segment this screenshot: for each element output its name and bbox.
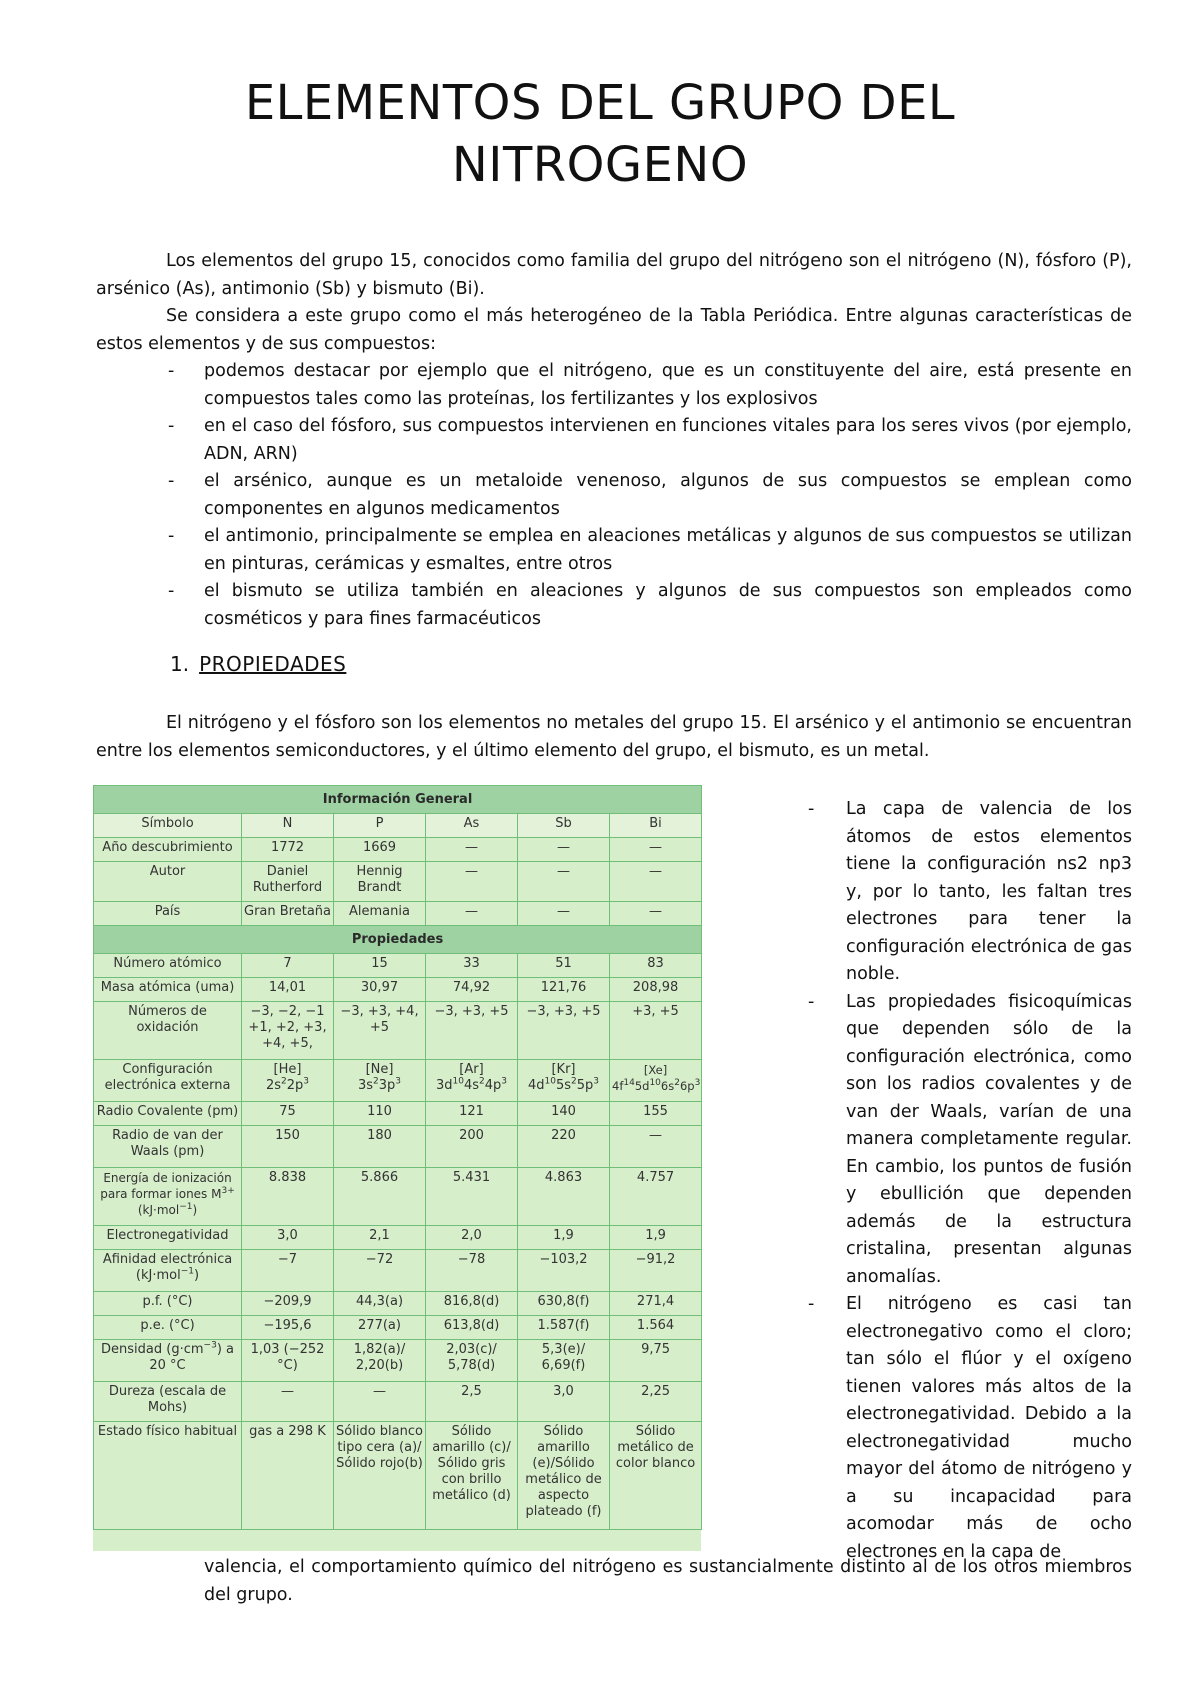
label-text: Energía de ionización para formar iones M (100, 1171, 232, 1201)
table-row (94, 1002, 702, 1060)
label-sup: 3+ (221, 1186, 235, 1196)
cell: Sólido amarillo (e)/Sólido metálico de aspecto plateado (f) (518, 1422, 610, 1530)
cell: 816,8(d) (426, 1292, 518, 1316)
config-sup: 3 (395, 1076, 402, 1087)
cell: Bi (610, 814, 702, 838)
cell: Electronegatividad (94, 1226, 242, 1250)
cell: — (610, 838, 702, 862)
cell: 121 (426, 1102, 518, 1126)
dash-marker: - (808, 799, 815, 819)
cell: Número atómico (94, 954, 242, 978)
config-orbital: 3p (378, 1078, 396, 1093)
cell: Radio Covalente (pm) (94, 1102, 242, 1126)
cell: 1,82(a)/ 2,20(b) (334, 1340, 426, 1382)
config-sup: 2 (281, 1076, 287, 1087)
cell: Sólido metálico de color blanco (610, 1422, 702, 1530)
section-paragraph: El nitrógeno y el fósforo son los elementos no metales del grupo 15. El arsénico y el antimonio se encuentran entre los elementos semiconductores, y el último elemento del grupo, el bismuto, es un metal. (96, 713, 1132, 761)
cell: 1,9 (518, 1226, 610, 1250)
table-row (94, 1102, 702, 1126)
cell: 277(a) (334, 1316, 426, 1340)
table-row (94, 814, 702, 838)
table-row (94, 1168, 702, 1226)
section-number: 1. (170, 652, 190, 676)
dash-marker: - (168, 416, 175, 436)
cell: País (94, 902, 242, 926)
cell: 1,03 (−252 °C) (242, 1340, 334, 1382)
table-row (94, 1340, 702, 1382)
cell: Dureza (escala de Mohs) (94, 1382, 242, 1422)
cell: 1669 (334, 838, 426, 862)
cell (94, 1168, 242, 1226)
cell: Daniel Rutherford (242, 862, 334, 902)
list-item (96, 413, 1132, 468)
config-orbital: 5d (634, 1079, 650, 1093)
dash-marker: - (168, 471, 175, 491)
cell: −3, +3, +4, +5 (334, 1002, 426, 1060)
cell: 74,92 (426, 978, 518, 1002)
list-item-text: el bismuto se utiliza también en aleaciones y algunos de sus compuestos son empleados como cosméticos y para fines farmacéuticos (204, 581, 1132, 629)
list-item-text: La capa de valencia de los átomos de estos elementos tiene la configuración ns2 np3 y, por lo tanto, les faltan tres electrones para tener la configuración electrónica de gas noble. (846, 799, 1132, 984)
cell: — (610, 1126, 702, 1168)
cell (94, 1250, 242, 1292)
table-row (94, 902, 702, 926)
cell: Masa atómica (uma) (94, 978, 242, 1002)
config-core: [Xe] (643, 1063, 668, 1077)
section-title: PROPIEDADES (199, 652, 347, 676)
cell (426, 1060, 518, 1102)
document-title (0, 72, 1200, 196)
dash-marker: - (808, 991, 815, 1012)
cell: p.e. (°C) (94, 1316, 242, 1340)
characteristics-list (96, 358, 1132, 633)
cell: 1,9 (610, 1226, 702, 1250)
cell: gas a 298 K (242, 1422, 334, 1530)
title-line-2: NITROGENO (451, 137, 749, 193)
cell: 2,03(c)/ 5,78(d) (426, 1340, 518, 1382)
cell: Configuración electrónica externa (94, 1060, 242, 1102)
cell: −195,6 (242, 1316, 334, 1340)
label-sup: −1 (179, 1202, 193, 1212)
table-row (94, 838, 702, 862)
cell: 5.866 (334, 1168, 426, 1226)
cell: 121,76 (518, 978, 610, 1002)
cell: 155 (610, 1102, 702, 1126)
config-sup: 2 (674, 1078, 680, 1089)
cell: −72 (334, 1250, 426, 1292)
label-text: ) (192, 1203, 198, 1217)
cell: Sólido amarillo (c)/ Sólido gris con brillo metálico (d) (426, 1422, 518, 1530)
config-orbital: 3d (435, 1078, 453, 1093)
cell: 613,8(d) (426, 1316, 518, 1340)
config-orbital: 2s (265, 1078, 282, 1093)
cell: −209,9 (242, 1292, 334, 1316)
cell: — (426, 862, 518, 902)
label-text: (kJ·mol (137, 1203, 180, 1217)
list-item (96, 358, 1132, 413)
cell: 5.431 (426, 1168, 518, 1226)
config-orbital: 3s (357, 1078, 374, 1093)
cell: 110 (334, 1102, 426, 1126)
cell: 44,3(a) (334, 1292, 426, 1316)
cell: p.f. (°C) (94, 1292, 242, 1316)
config-sup: 2 (479, 1076, 485, 1087)
list-item-text: podemos destacar por ejemplo que el nitrógeno, que es un constituyente del aire, está presente en compuestos tales como las proteínas, los fertilizantes y los explosivos (204, 361, 1132, 409)
cell: 630,8(f) (518, 1292, 610, 1316)
properties-table-image (93, 785, 701, 1551)
cell: Gran Bretaña (242, 902, 334, 926)
cell: Radio de van der Waals (pm) (94, 1126, 242, 1168)
cell: 2,25 (610, 1382, 702, 1422)
cell: — (426, 902, 518, 926)
cell: 7 (242, 954, 334, 978)
list-item-text: Las propiedades fisicoquímicas que dependen sólo de la configuración electrónica, como son los radios covalentes y de van der Waals, varían de una manera completamente regular. En cambio, los puntos de fusión y ebullición que dependen además de la estructura cristalina, presentan algunas anomalías. (846, 991, 1132, 1287)
cell (94, 1340, 242, 1382)
cell: P (334, 814, 426, 838)
intro-paragraph-2: Se considera a este grupo como el más heterogéneo de la Tabla Periódica. Entre algunas características de estos elementos y de sus compuestos: (96, 306, 1132, 354)
config-core: [He] (273, 1062, 302, 1077)
cell: Hennig Brandt (334, 862, 426, 902)
cell: 9,75 (610, 1340, 702, 1382)
cell: +3, +5 (610, 1002, 702, 1060)
list-item (96, 468, 1132, 523)
cell: 2,5 (426, 1382, 518, 1422)
list-item (808, 1291, 1132, 1566)
section-heading (170, 650, 346, 678)
list-item-text: en el caso del fósforo, sus compuestos intervienen en funciones vitales para los seres vivos (por ejemplo, ADN, ARN) (204, 416, 1132, 464)
config-orbital: 4p (484, 1078, 502, 1093)
config-sup: 3 (694, 1078, 701, 1089)
config-sup: 3 (501, 1076, 508, 1087)
cell: 83 (610, 954, 702, 978)
cell: 200 (426, 1126, 518, 1168)
cell: 1772 (242, 838, 334, 862)
cell: N (242, 814, 334, 838)
cell: 208,98 (610, 978, 702, 1002)
cell: — (242, 1382, 334, 1422)
config-sup: 2 (571, 1076, 577, 1087)
title-line-1: ELEMENTOS DEL GRUPO DEL (244, 75, 956, 131)
cell: −78 (426, 1250, 518, 1292)
list-item-text: el arsénico, aunque es un metaloide venenoso, algunos de sus compuestos se emplean como componentes en algunos medicamentos (204, 471, 1132, 519)
config-orbital: 6p (679, 1079, 695, 1093)
cell: −103,2 (518, 1250, 610, 1292)
table-row (94, 1422, 702, 1530)
cell: 14,01 (242, 978, 334, 1002)
cell: — (610, 902, 702, 926)
config-orbital: 2p (286, 1078, 304, 1093)
cell: 3,0 (242, 1226, 334, 1250)
list-item (96, 523, 1132, 578)
dash-marker: - (808, 1294, 815, 1314)
table-row (94, 1382, 702, 1422)
config-orbital: 4d (527, 1078, 545, 1093)
label-text: ) (194, 1268, 200, 1283)
config-core: [Kr] (551, 1062, 576, 1077)
cell: — (610, 862, 702, 902)
cell: Sólido blanco tipo cera (a)/ Sólido rojo(b) (334, 1422, 426, 1530)
label-text: Densidad (g·cm (101, 1342, 204, 1357)
table-row (94, 862, 702, 902)
cell (518, 1060, 610, 1102)
config-sup: 10 (649, 1078, 661, 1089)
cell: −3, −2, −1 +1, +2, +3, +4, +5, (242, 1002, 334, 1060)
config-orbital: 6s (660, 1079, 675, 1093)
cell: −91,2 (610, 1250, 702, 1292)
cell: −3, +3, +5 (518, 1002, 610, 1060)
cell: 2,1 (334, 1226, 426, 1250)
cell: 5,3(e)/ 6,69(f) (518, 1340, 610, 1382)
cell: −7 (242, 1250, 334, 1292)
cell: — (518, 902, 610, 926)
config-sup: 3 (303, 1076, 310, 1087)
config-core: [Ne] (365, 1062, 394, 1077)
table-row (94, 1292, 702, 1316)
table-header-properties (94, 926, 702, 954)
cell: −3, +3, +5 (426, 1002, 518, 1060)
cell (334, 1060, 426, 1102)
label-sup: −1 (180, 1266, 194, 1277)
cell: 271,4 (610, 1292, 702, 1316)
config-sup: 2 (373, 1076, 379, 1087)
table-row (94, 1316, 702, 1340)
list-item (808, 796, 1132, 989)
cell: Autor (94, 862, 242, 902)
list-item (96, 578, 1132, 633)
cell: 2,0 (426, 1226, 518, 1250)
config-sup: 10 (452, 1076, 464, 1087)
cell: Estado físico habitual (94, 1422, 242, 1530)
cell (610, 1060, 702, 1102)
cell: — (518, 838, 610, 862)
cell: 33 (426, 954, 518, 978)
label-sup: −3 (203, 1340, 217, 1351)
dash-marker: - (168, 581, 175, 601)
config-core: [Ar] (459, 1062, 484, 1077)
config-orbital: 5p (576, 1078, 594, 1093)
label-text: Afinidad electrónica (kJ·mol (102, 1252, 233, 1283)
config-sup: 10 (544, 1076, 556, 1087)
cell: 220 (518, 1126, 610, 1168)
closing-paragraph: valencia, el comportamiento químico del nitrógeno es sustancialmente distinto al de los otros miembros del grupo. (204, 1557, 1132, 1605)
config-sup: 3 (593, 1076, 600, 1087)
config-orbital: 4s (463, 1078, 480, 1093)
cell: 15 (334, 954, 426, 978)
table-row (94, 1126, 702, 1168)
cell: 4.757 (610, 1168, 702, 1226)
cell: 4.863 (518, 1168, 610, 1226)
table-header-general (94, 786, 702, 814)
cell: — (334, 1382, 426, 1422)
config-orbital: 5s (555, 1078, 572, 1093)
table-row (94, 978, 702, 1002)
cell (242, 1060, 334, 1102)
side-notes-list (808, 796, 1132, 1566)
cell: Sb (518, 814, 610, 838)
header-cell: Información General (94, 786, 702, 814)
cell: 75 (242, 1102, 334, 1126)
label-text: ) a 20 °C (149, 1342, 234, 1373)
list-item (808, 989, 1132, 1292)
cell: — (518, 862, 610, 902)
cell: 150 (242, 1126, 334, 1168)
list-item-text: El nitrógeno es casi tan electronegativo como el cloro; tan sólo el flúor y el oxígeno tienen valores más altos de la electronegatividad. Debido a la electronegatividad mucho mayor del átomo de nitrógeno y a su incapacidad para acomodar más de ocho electrones en la capa de (846, 1294, 1132, 1562)
table-row (94, 1226, 702, 1250)
cell: 51 (518, 954, 610, 978)
config-orbital: 4f (612, 1079, 624, 1093)
dash-marker: - (168, 361, 175, 381)
list-item-text: el antimonio, principalmente se emplea en aleaciones metálicas y algunos de sus compuestos se utilizan en pinturas, cerámicas y esmaltes, entre otros (204, 526, 1132, 574)
cell: — (426, 838, 518, 862)
table-row (94, 954, 702, 978)
cell: 3,0 (518, 1382, 610, 1422)
dash-marker: - (168, 526, 175, 546)
cell: Año descubrimiento (94, 838, 242, 862)
cell: 1.564 (610, 1316, 702, 1340)
table-row (94, 1250, 702, 1292)
cell: 180 (334, 1126, 426, 1168)
header-cell: Propiedades (94, 926, 702, 954)
intro-paragraph-1: Los elementos del grupo 15, conocidos como familia del grupo del nitrógeno son el nitrógeno (N), fósforo (P), arsénico (As), antimonio (Sb) y bismuto (Bi). (96, 251, 1132, 299)
table-row (94, 1060, 702, 1102)
cell: 1.587(f) (518, 1316, 610, 1340)
cell: As (426, 814, 518, 838)
config-sup: 14 (623, 1078, 635, 1089)
cell: 30,97 (334, 978, 426, 1002)
properties-table (93, 785, 702, 1530)
cell: 8.838 (242, 1168, 334, 1226)
cell: Símbolo (94, 814, 242, 838)
cell: Números de oxidación (94, 1002, 242, 1060)
cell: 140 (518, 1102, 610, 1126)
cell: Alemania (334, 902, 426, 926)
